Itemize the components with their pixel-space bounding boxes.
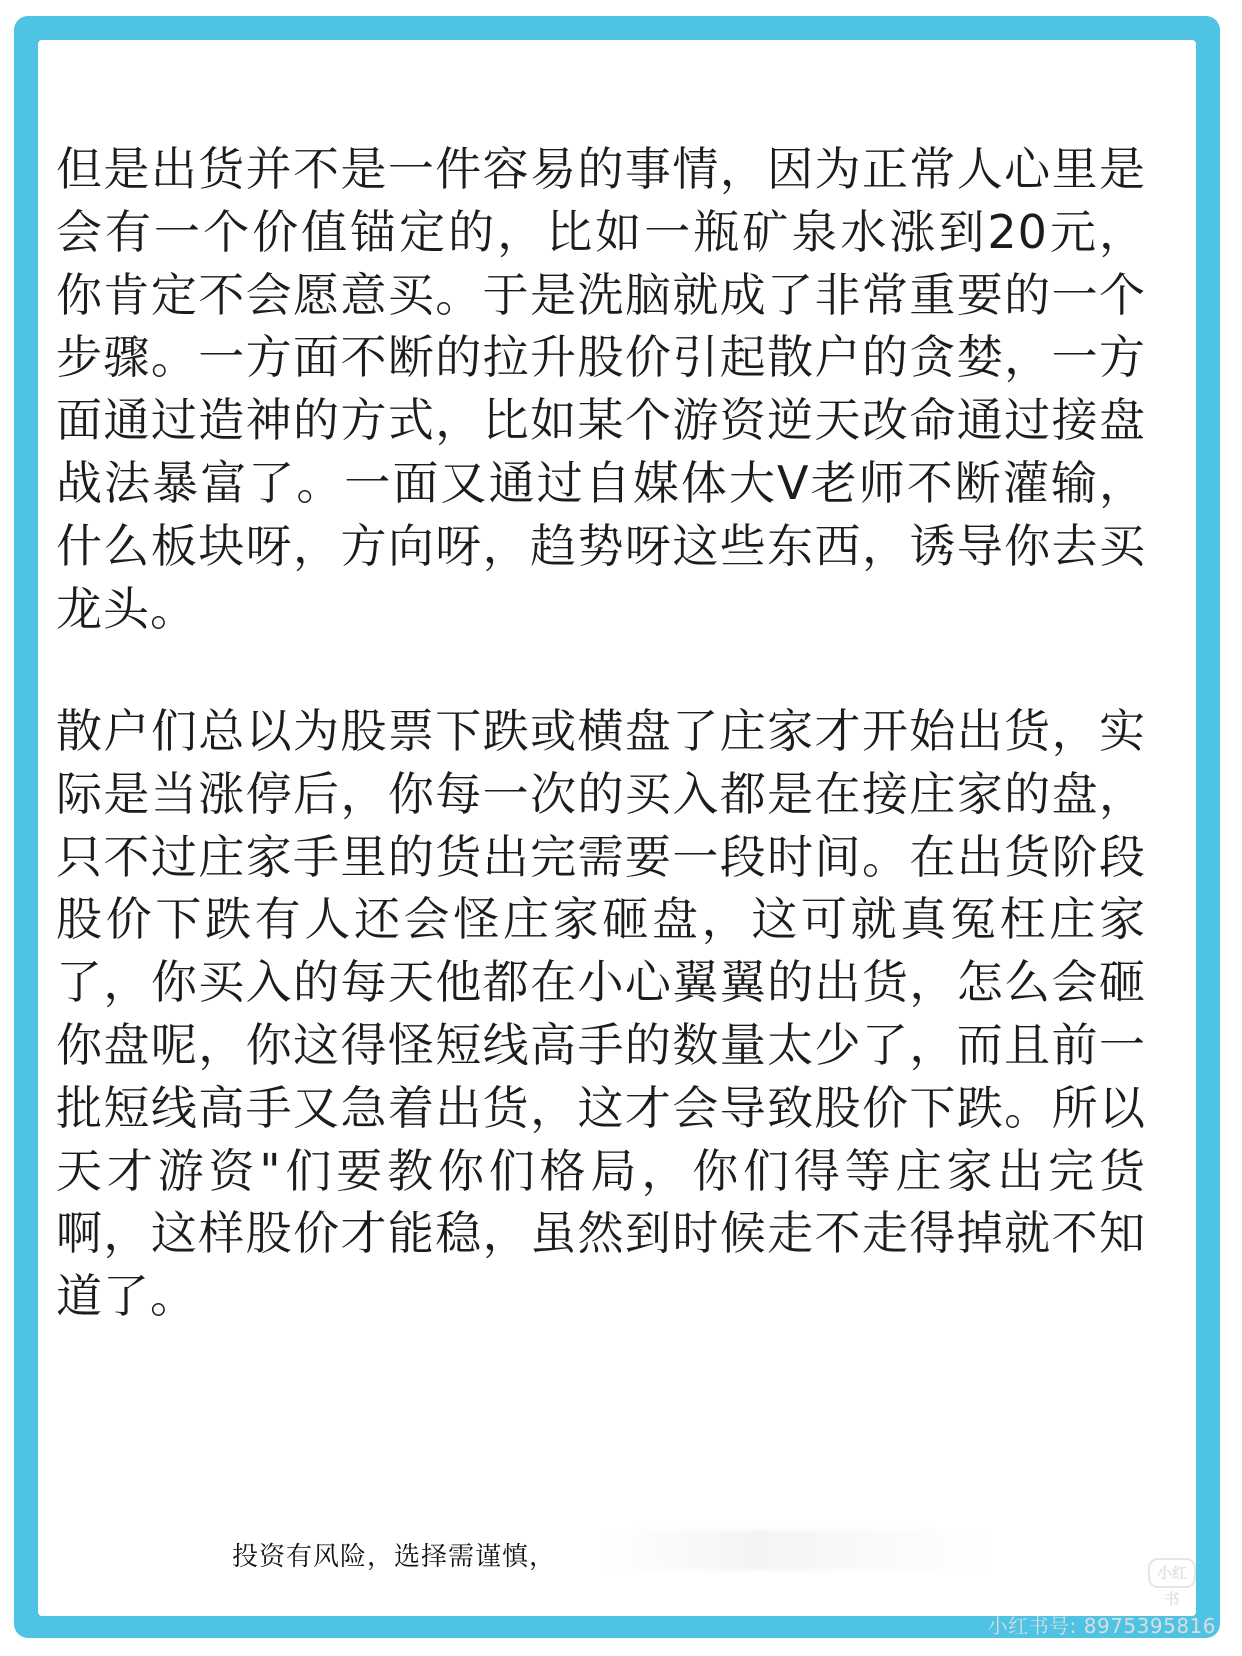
paragraph-1: 但是出货并不是一件容易的事情，因为正常人心里是会有一个价值锚定的，比如一瓶矿泉水涨到20元，你肯定不会愿意买。于是洗脑就成了非常重要的一个步骤。一方面不断的拉升股价引起散户的贪婪，一方面通过造神的方式，比如某个游资逆天改命通过接盘战法暴富了。一面又通过自媒体大V老师不断灌输，什么板块呀，方向呀，趋势呀这些东西，诱导你去买龙头。 (56, 142, 1146, 636)
paragraph-2: 散户们总以为股票下跌或横盘了庄家才开始出货，实际是当涨停后，你每一次的买入都是在接庄家的盘，只不过庄家手里的货出完需要一段时间。在出货阶段股价下跌有人还会怪庄家砸盘，这可就真冤枉庄家了，你买入的每天他都在小心翼翼的出货，怎么会砸你盘呢，你这得怪短线高手的数量太少了，而且前一批短线高手又急着出货，这才会导致股价下跌。所以天才游资"们要教你们格局，你们得等庄家出完货啊，这样股价才能稳，虽然到时候走不走得掉就不知道了。 (56, 704, 1146, 1324)
watermark-id: 小红书号: 8975395816 (987, 1614, 1216, 1638)
disclaimer-text: 投资有风险，选择需谨慎， (232, 1542, 557, 1572)
redacted-blur (600, 1530, 990, 1570)
watermark-logo-icon: 小红书 (1148, 1558, 1196, 1588)
